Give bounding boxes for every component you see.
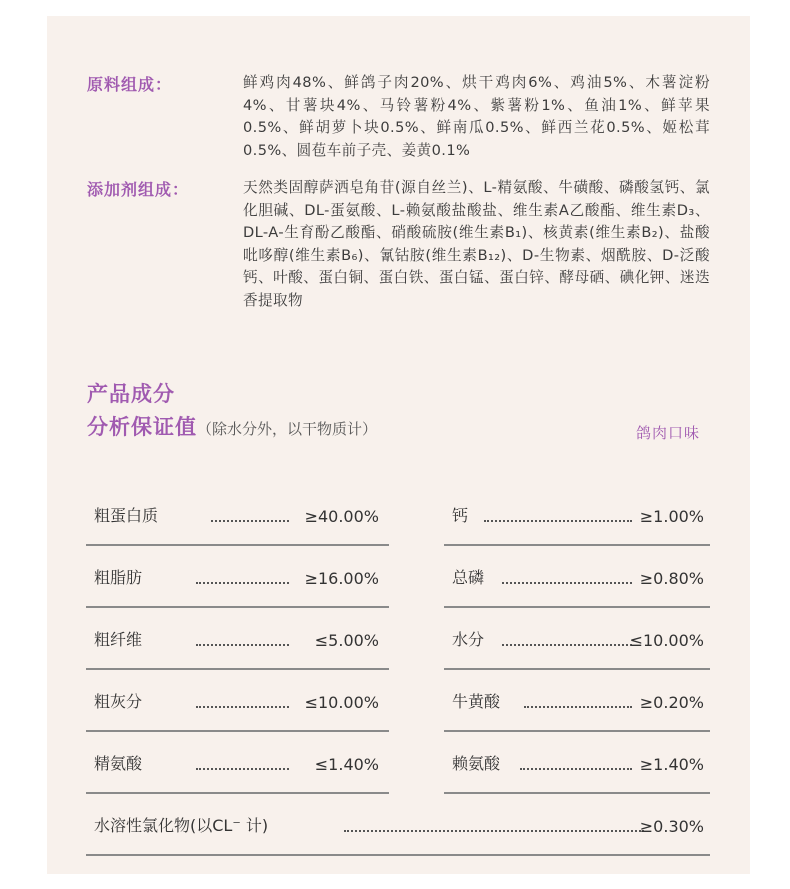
leader-dots xyxy=(344,830,644,832)
analysis-item-name: 粗灰分 xyxy=(94,692,143,711)
analysis-item-name: 牛黄酸 xyxy=(452,692,501,711)
analysis-note: （除水分外，以干物质计） xyxy=(197,420,378,438)
analysis-item-value: ≤1.40% xyxy=(314,755,379,774)
analysis-title-text: 分析保证值 xyxy=(87,415,197,439)
ingredients-text: 鲜鸡肉48%、鲜鸽子肉20%、烘干鸡肉6%、鸡油5%、木薯淀粉4%、甘薯块4%、马铃薯粉4%、紫薯粉1%、鱼油1%、鲜苹果0.5%、鲜胡萝卜块0.5%、鲜南瓜0.5%、鲜西兰花0.5%、姬松茸0.5%、圆苞车前子壳、姜黄0.1% xyxy=(243,74,710,159)
analysis-item-value: ≥0.80% xyxy=(639,569,704,588)
analysis-item-name: 粗脂肪 xyxy=(94,568,143,587)
leader-dots xyxy=(484,520,632,522)
analysis-item-value: ≥1.00% xyxy=(639,507,704,526)
analysis-row xyxy=(444,546,710,608)
analysis-row xyxy=(86,608,389,670)
analysis-item-value: ≥16.00% xyxy=(304,569,379,588)
analysis-row xyxy=(86,546,389,608)
analysis-title-line1: 产品成分 xyxy=(87,382,175,406)
analysis-item-value: ≤10.00% xyxy=(629,631,704,650)
analysis-row xyxy=(86,484,389,546)
additives-text: 天然类固醇萨洒皂角苷(源自丝兰)、L-精氨酸、牛磺酸、磷酸氢钙、氯化胆碱、DL-蛋氨酸、L-赖氨酸盐酸盐、维生素A乙酸酯、维生素D₃、DL-A-生育酚乙酸酯、硝酸硫胺(维生素B₁)、核黄素(维生素B₂)、盐酸吡哆醇(维生素B₆)、氰钴胺(维生素B₁₂)、D-生物素、烟酰胺、D-泛酸钙、叶酸、蛋白铜、蛋白铁、蛋白锰、蛋白锌、酵母硒、碘化钾、迷迭香提取物 xyxy=(243,179,710,309)
analysis-item-name: 精氨酸 xyxy=(94,754,143,773)
analysis-item-value: ≥1.40% xyxy=(639,755,704,774)
analysis-item-name: 粗蛋白质 xyxy=(94,506,159,525)
additives-label: 添加剂组成： xyxy=(87,180,190,199)
leader-dots xyxy=(211,520,289,522)
leader-dots xyxy=(196,582,289,584)
product-info-card xyxy=(47,16,750,874)
leader-dots xyxy=(502,582,632,584)
ingredients-section xyxy=(87,72,710,172)
analysis-row xyxy=(86,670,389,732)
leader-dots xyxy=(196,644,289,646)
analysis-item-value: ≤5.00% xyxy=(314,631,379,650)
analysis-item-name: 钙 xyxy=(452,506,469,525)
analysis-item-name: 水分 xyxy=(452,630,485,649)
analysis-item-name: 赖氨酸 xyxy=(452,754,501,773)
analysis-item-name: 粗纤维 xyxy=(94,630,143,649)
analysis-item-value: ≥40.00% xyxy=(304,507,379,526)
analysis-row xyxy=(444,732,710,794)
analysis-item-name: 水溶性氯化物(以CL⁻ 计) xyxy=(94,816,269,835)
analysis-item-value: ≥0.30% xyxy=(639,817,704,836)
analysis-row xyxy=(444,670,710,732)
leader-dots xyxy=(502,644,632,646)
analysis-row xyxy=(444,608,710,670)
ingredients-label: 原料组成： xyxy=(87,75,173,94)
analysis-item-name: 总磷 xyxy=(452,568,485,587)
analysis-item-value: ≤10.00% xyxy=(304,693,379,712)
leader-dots xyxy=(196,768,289,770)
analysis-row-full xyxy=(86,794,710,856)
analysis-row xyxy=(86,732,389,794)
analysis-row xyxy=(444,484,710,546)
flavor-label: 鸽肉口味 xyxy=(635,424,700,442)
leader-dots xyxy=(524,706,632,708)
leader-dots xyxy=(520,768,632,770)
analysis-item-value: ≥0.20% xyxy=(639,693,704,712)
additives-section xyxy=(87,177,710,317)
analysis-title-line2 xyxy=(87,411,377,441)
leader-dots xyxy=(196,706,289,708)
